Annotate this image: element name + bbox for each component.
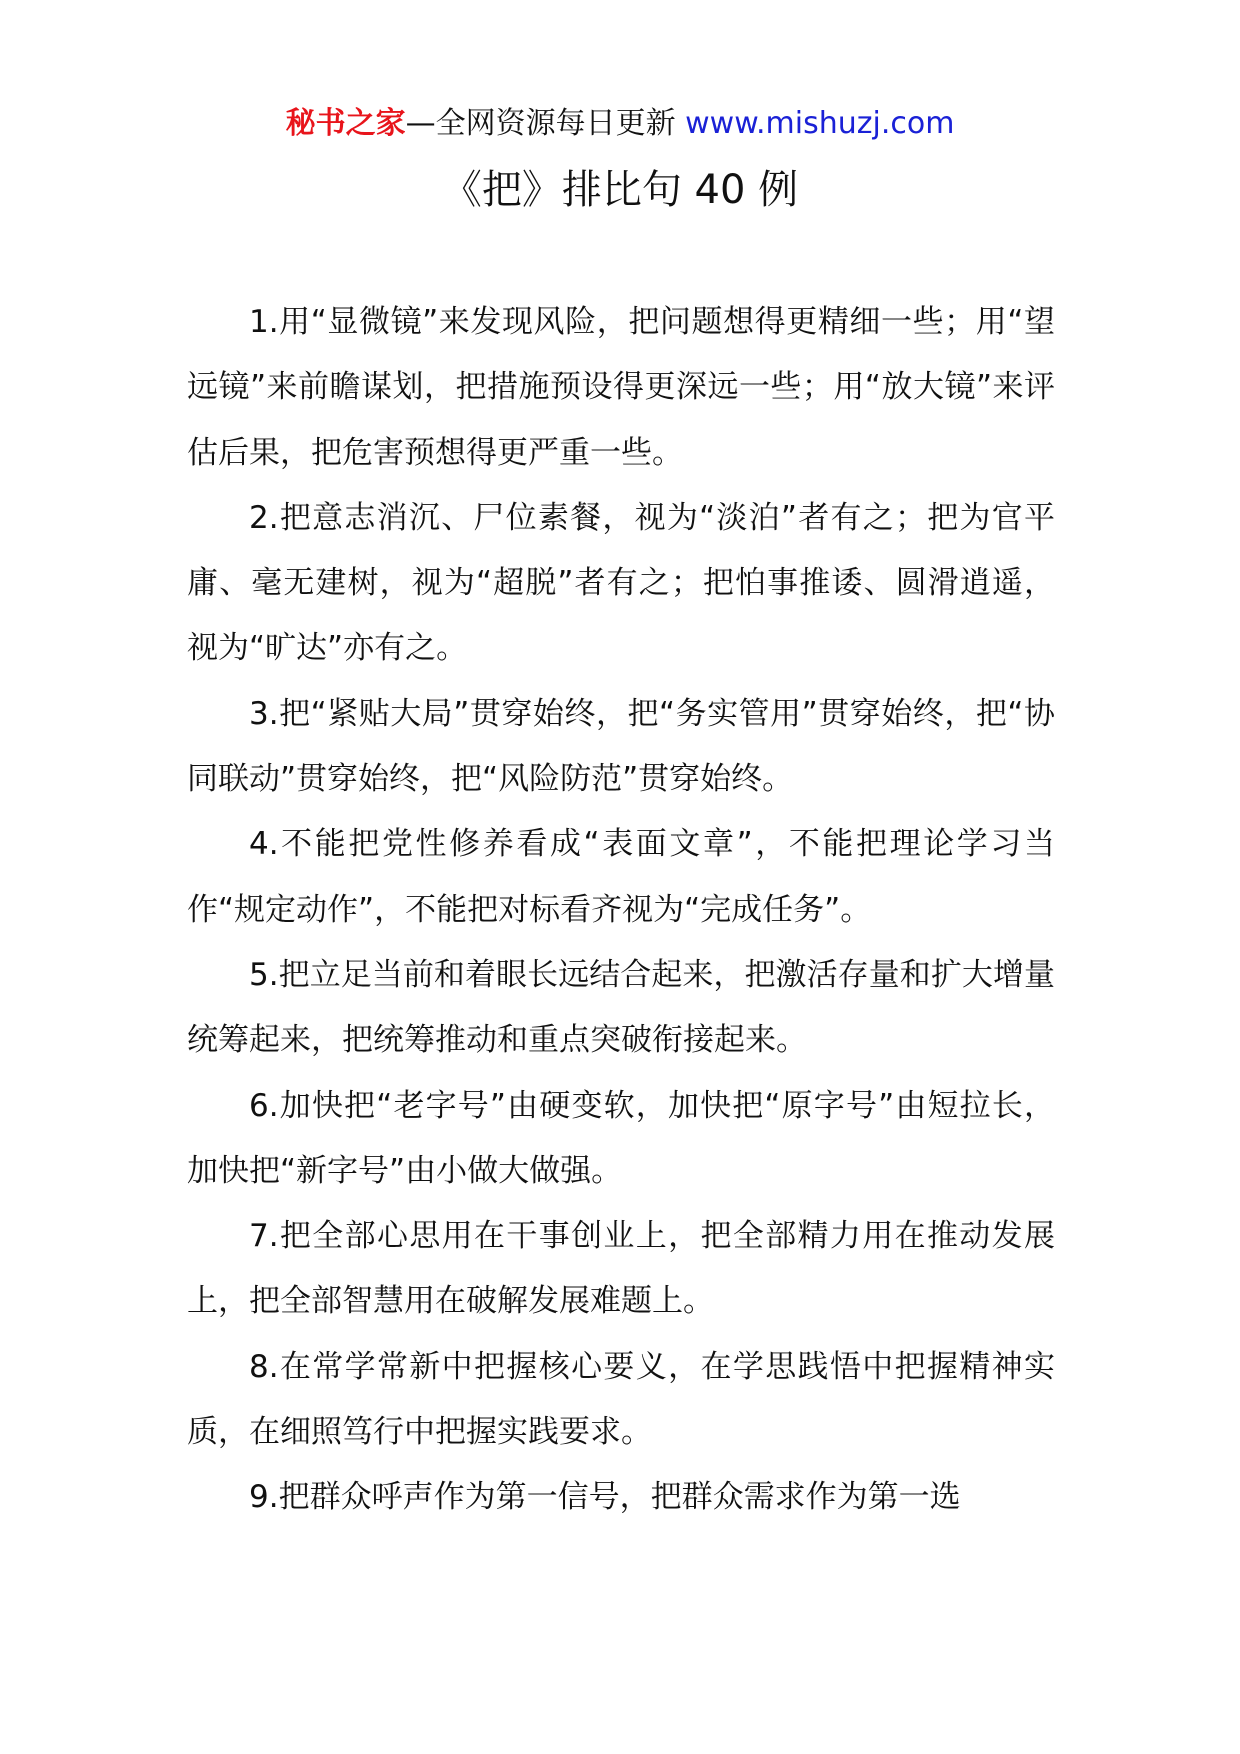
- document-body: [187, 290, 1055, 1531]
- brand-name: 秘书之家: [285, 106, 406, 141]
- site-header: [0, 100, 1240, 148]
- paragraph: 9.把群众呼声作为第一信号，把群众需求作为第一选: [249, 1479, 961, 1516]
- paragraph: 4.不能把党性修养看成“表面文章”，不能把理论学习当作“规定动作”，不能把对标看齐视为“完成任务”。: [187, 826, 1055, 928]
- site-url-link[interactable]: www.mishuzj.com: [685, 106, 955, 141]
- paragraph: 2.把意志消沉、尸位素餐，视为“淡泊”者有之；把为官平庸、毫无建树，视为“超脱”者有之；把怕事推诿、圆滑逍遥，视为“旷达”亦有之。: [187, 499, 1055, 667]
- paragraph: 7.把全部心思用在干事创业上，把全部精力用在推动发展上，把全部智慧用在破解发展难题上。: [187, 1218, 1055, 1320]
- paragraph: 6.加快把“老字号”由硬变软，加快把“原字号”由短拉长，加快把“新字号”由小做大做强。: [187, 1087, 1055, 1189]
- paragraph: 1.用“显微镜”来发现风险，把问题想得更精细一些；用“望远镜”来前瞻谋划，把措施预设得更深远一些；用“放大镜”来评估后果，把危害预想得更严重一些。: [187, 304, 1055, 471]
- paragraph: 5.把立足当前和着眼长远结合起来，把激活存量和扩大增量统筹起来，把统筹推动和重点突破衔接起来。: [187, 956, 1055, 1059]
- paragraph: 3.把“紧贴大局”贯穿始终，把“务实管用”贯穿始终，把“协同联动”贯穿始终，把“风险防范”贯穿始终。: [187, 695, 1055, 798]
- document-title: 《把》排比句 40 例: [441, 167, 799, 213]
- site-tagline: —全网资源每日更新: [405, 106, 686, 141]
- paragraph: 8.在常学常新中把握核心要义，在学思践悟中把握精神实质，在细照笃行中把握实践要求。: [187, 1348, 1055, 1451]
